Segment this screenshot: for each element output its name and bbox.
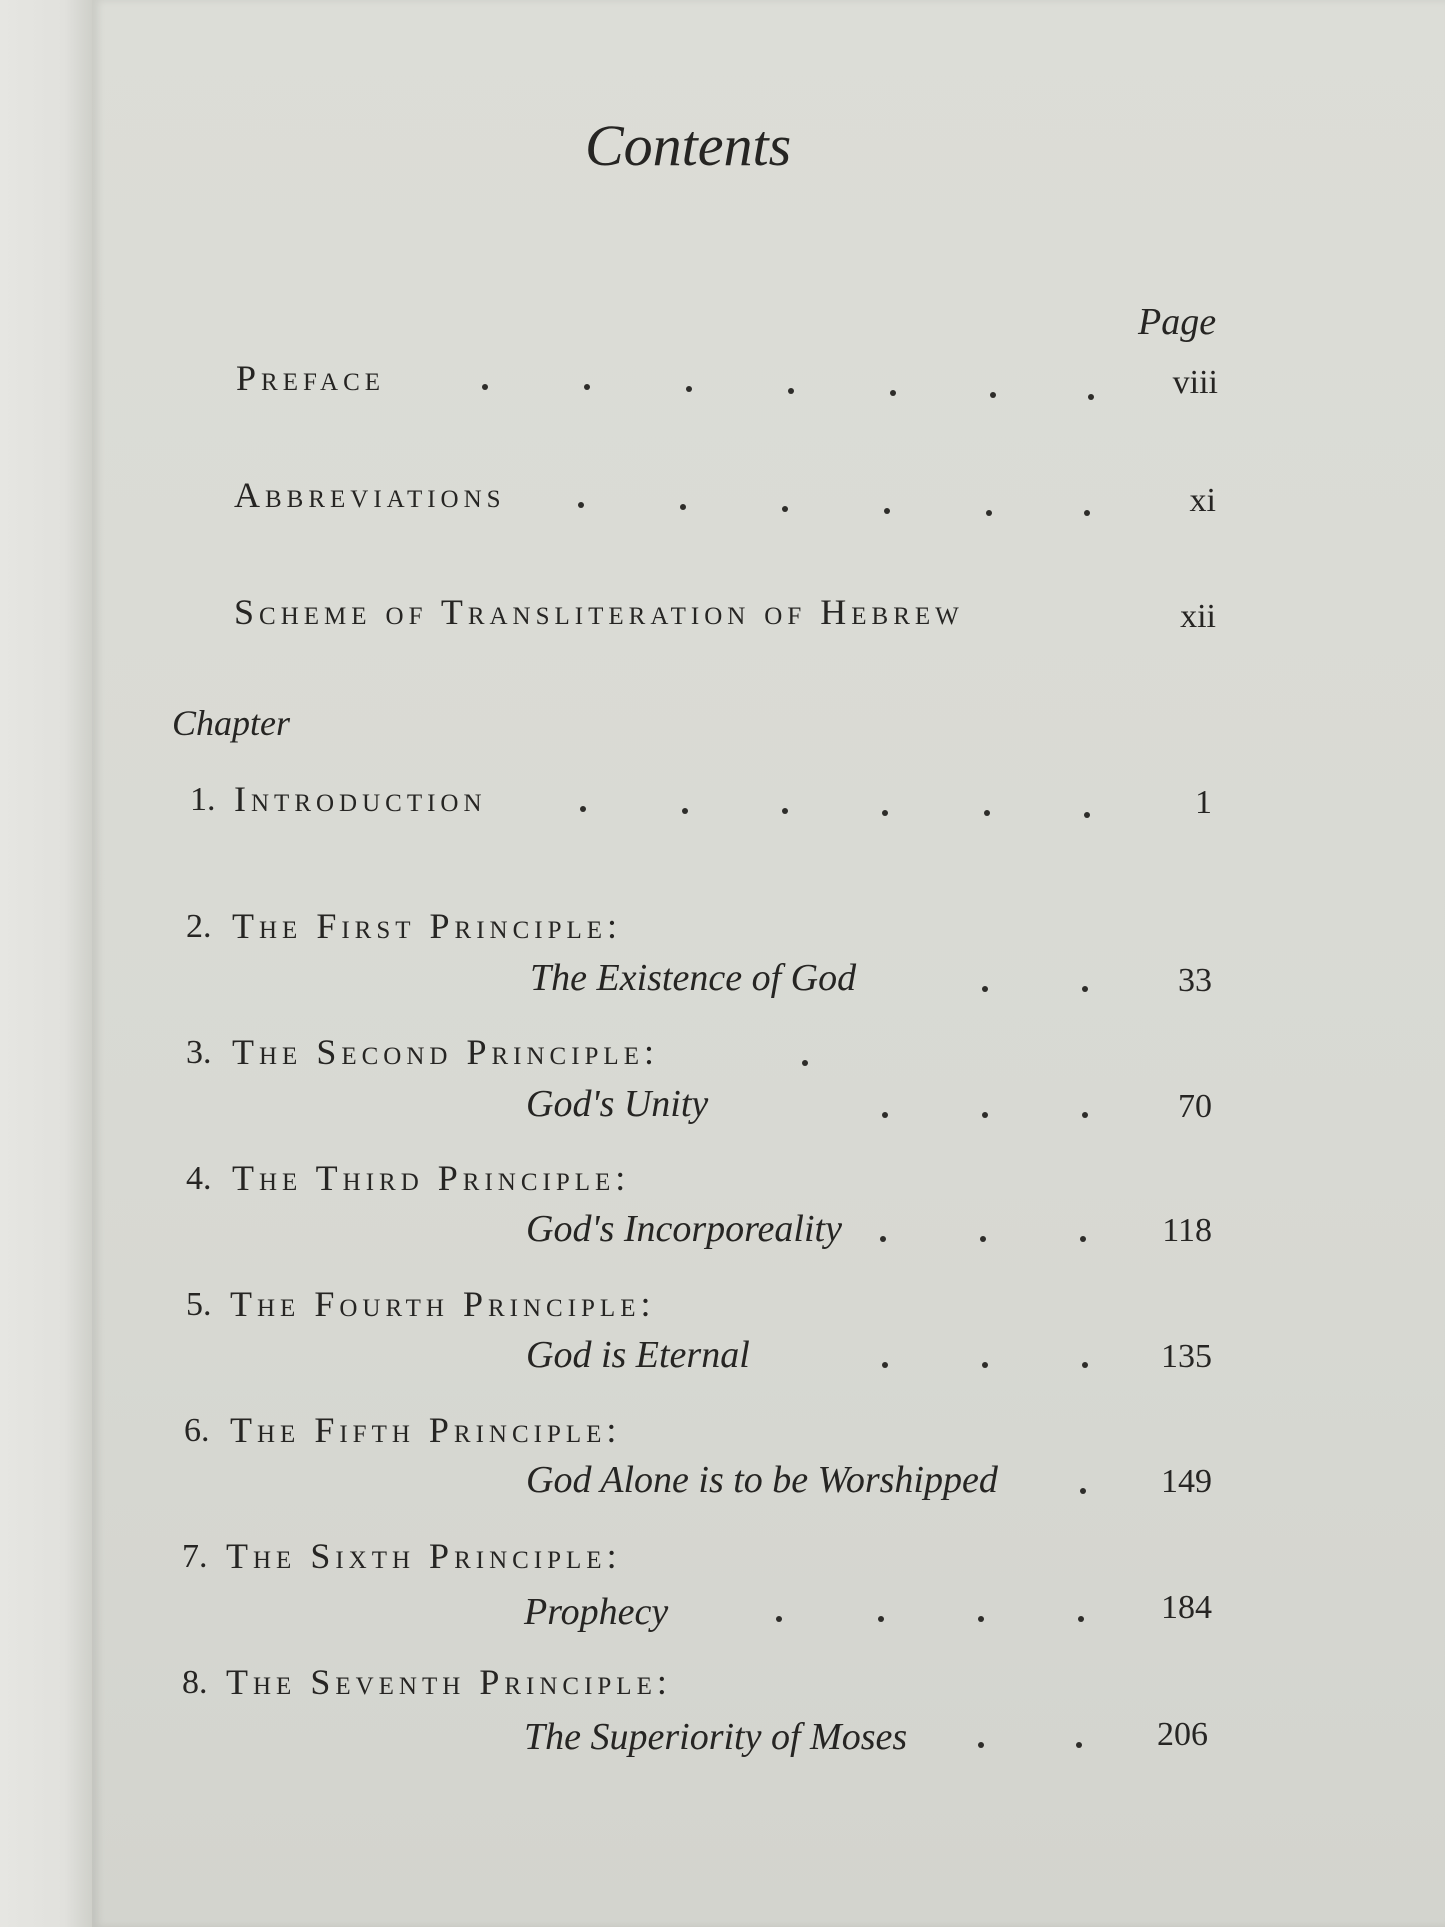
leader-dot bbox=[578, 502, 584, 508]
leader-dot bbox=[978, 1742, 984, 1748]
leader-dot bbox=[1080, 1488, 1086, 1494]
leader-dot bbox=[978, 1616, 984, 1622]
chapter-number: 7. bbox=[182, 1538, 208, 1575]
leader-dot bbox=[682, 808, 688, 814]
chapter-page: 70 bbox=[1178, 1088, 1212, 1125]
chapter-subtitle: The Existence of God bbox=[530, 957, 857, 999]
leader-dot bbox=[982, 1362, 988, 1368]
leader-dot bbox=[788, 388, 794, 394]
leader-dot bbox=[1080, 1236, 1086, 1242]
leader-dot bbox=[984, 810, 990, 816]
leader-dot bbox=[782, 808, 788, 814]
chapter-number: 4. bbox=[186, 1160, 212, 1197]
leader-dot bbox=[1084, 812, 1090, 818]
chapter-subtitle: God's Unity bbox=[526, 1083, 709, 1125]
chapter-title: The Fifth Principle: bbox=[230, 1410, 622, 1450]
chapter-title: The Third Principle: bbox=[232, 1158, 631, 1198]
chapter-subtitle: God is Eternal bbox=[526, 1334, 750, 1376]
leader-dot bbox=[980, 1236, 986, 1242]
toc-page-abbreviations: xi bbox=[1189, 482, 1216, 519]
leader-dot bbox=[776, 1616, 782, 1622]
leader-dot bbox=[1082, 1112, 1088, 1118]
leader-dot bbox=[890, 390, 896, 396]
chapter-page: 1 bbox=[1195, 784, 1212, 821]
leader-dot bbox=[680, 504, 686, 510]
page-column-header: Page bbox=[1138, 301, 1217, 343]
chapter-subtitle: The Superiority of Moses bbox=[524, 1716, 908, 1758]
toc-entry-preface: Preface bbox=[236, 358, 386, 398]
chapter-number: 3. bbox=[186, 1034, 212, 1071]
chapter-page: 206 bbox=[1157, 1716, 1208, 1753]
leader-dot bbox=[878, 1616, 884, 1622]
chapter-title: The First Principle: bbox=[232, 906, 623, 946]
chapter-title: The Seventh Principle: bbox=[226, 1662, 672, 1702]
toc-page-preface: viii bbox=[1172, 364, 1218, 401]
chapter-subtitle: God Alone is to be Worshipped bbox=[526, 1459, 998, 1501]
leader-dot bbox=[982, 986, 988, 992]
leader-dot bbox=[882, 1362, 888, 1368]
chapter-number: 6. bbox=[184, 1412, 210, 1449]
chapter-number: 8. bbox=[182, 1664, 208, 1701]
leader-dot bbox=[580, 806, 586, 812]
chapter-number: 1. bbox=[190, 781, 216, 818]
chapter-subtitle: Prophecy bbox=[524, 1591, 669, 1633]
leader-dot bbox=[880, 1236, 886, 1242]
chapter-number: 2. bbox=[186, 908, 212, 945]
leader-dot bbox=[1082, 986, 1088, 992]
toc-page-transliteration: xii bbox=[1180, 598, 1216, 635]
chapter-subtitle: God's Incorporeality bbox=[526, 1208, 842, 1250]
chapter-page: 33 bbox=[1178, 962, 1212, 999]
leader-dot bbox=[986, 510, 992, 516]
leader-dot bbox=[884, 508, 890, 514]
page-gutter bbox=[0, 0, 92, 1927]
page-title: Contents bbox=[585, 113, 792, 178]
leader-dot bbox=[1084, 510, 1090, 516]
leader-dot bbox=[982, 1112, 988, 1118]
chapter-page: 118 bbox=[1162, 1212, 1212, 1249]
leader-dot bbox=[802, 1060, 808, 1066]
leader-dot bbox=[686, 386, 692, 392]
chapter-page: 184 bbox=[1161, 1589, 1212, 1626]
leader-dot bbox=[584, 384, 590, 390]
leader-dot bbox=[782, 506, 788, 512]
chapter-title: The Sixth Principle: bbox=[226, 1536, 622, 1576]
leader-dot bbox=[482, 384, 488, 390]
leader-dot bbox=[1088, 394, 1094, 400]
chapter-page: 149 bbox=[1161, 1463, 1212, 1500]
chapter-number: 5. bbox=[186, 1286, 212, 1323]
leader-dot bbox=[1078, 1616, 1084, 1622]
chapter-title: The Second Principle: bbox=[232, 1032, 659, 1072]
chapter-title: Introduction bbox=[234, 779, 487, 819]
leader-dot bbox=[990, 392, 996, 398]
leader-dot bbox=[1082, 1362, 1088, 1368]
chapter-title: The Fourth Principle: bbox=[230, 1284, 656, 1324]
chapter-column-header: Chapter bbox=[172, 703, 291, 743]
leader-dot bbox=[882, 1112, 888, 1118]
toc-entry-abbreviations: Abbreviations bbox=[234, 475, 506, 515]
leader-dot bbox=[882, 810, 888, 816]
leader-dot bbox=[1076, 1742, 1082, 1748]
chapter-page: 135 bbox=[1161, 1338, 1212, 1375]
toc-entry-transliteration: Scheme of Transliteration of Hebrew bbox=[234, 592, 964, 632]
